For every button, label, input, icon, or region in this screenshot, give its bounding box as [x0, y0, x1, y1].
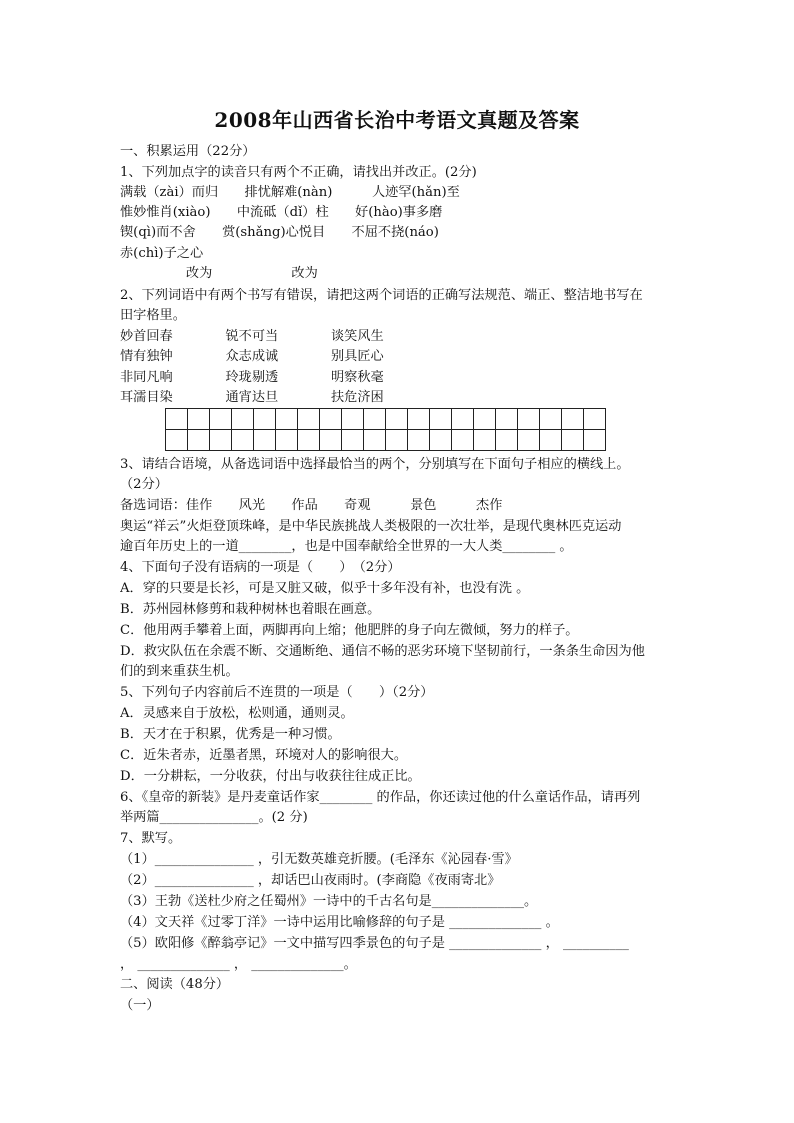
question-text: 3、请结合语境，从备选词语中选择最恰当的两个，分别填写在下面句子相应的横线上。: [120, 457, 630, 472]
option-d: 们的到来重获生机。: [120, 664, 239, 679]
subsection-heading: （一）: [120, 998, 160, 1013]
grid-cell[interactable]: [518, 409, 540, 430]
writing-grid[interactable]: [165, 408, 606, 451]
grid-cell[interactable]: [430, 409, 452, 430]
question-text: 备选词语：佳作 风光 作品 奇观 景色 杰作: [120, 498, 503, 513]
dictation-item: （1）_______________ ，引无数英雄竞折腰。(毛泽东《沁园春·雪》: [120, 852, 518, 867]
option-a: A．穿的只要是长衫，可是又脏又破，似乎十多年没有补，也没有洗 。: [120, 581, 530, 596]
grid-cell[interactable]: [166, 430, 188, 451]
grid-cell[interactable]: [364, 430, 386, 451]
question-text: 2、下列词语中有两个书写有错误，请把这两个词语的正确写法规范、端正、整洁地书写在: [120, 288, 643, 303]
question-text: 锲(qì)而不舍 赏(shǎng)心悦目 不屈不挠(náo): [120, 225, 439, 240]
option-c: C．近朱者赤，近墨者黑，环境对人的影响很大。: [120, 748, 408, 763]
question-text: 满载（zài）而归 排忧解难(nàn) 人迹罕(hǎn)至: [120, 185, 460, 200]
question-text: 举两篇_______________。(2 分): [120, 810, 308, 825]
word-row: 耳濡目染 通宵达旦 扶危济困: [120, 390, 384, 405]
grid-cell[interactable]: [188, 409, 210, 430]
grid-cell[interactable]: [210, 409, 232, 430]
grid-cell[interactable]: [386, 409, 408, 430]
grid-cell[interactable]: [210, 430, 232, 451]
grid-cell[interactable]: [320, 409, 342, 430]
page-title: 2008年山西省长治中考语文真题及答案: [214, 108, 580, 132]
option-d: D．救灾队伍在余震不断、交通断绝、通信不畅的恶劣环境下坚韧前行，一条条生命因为他: [120, 644, 645, 659]
grid-cell[interactable]: [562, 409, 584, 430]
grid-cell[interactable]: [584, 430, 606, 451]
grid-cell[interactable]: [298, 409, 320, 430]
grid-cell[interactable]: [518, 430, 540, 451]
option-b: B．天才在于积累，优秀是一种习惯。: [120, 727, 341, 742]
grid-cell[interactable]: [430, 430, 452, 451]
grid-cell[interactable]: [584, 409, 606, 430]
grid-cell[interactable]: [562, 430, 584, 451]
grid-cell[interactable]: [474, 430, 496, 451]
question-text: 4、下面句子没有语病的一项是（ ） （2分）: [120, 560, 401, 575]
option-d: D．一分耕耘，一分收获，付出与收获往往成正比。: [120, 769, 421, 784]
grid-cell[interactable]: [364, 409, 386, 430]
grid-cell[interactable]: [298, 430, 320, 451]
grid-cell[interactable]: [496, 409, 518, 430]
grid-cell[interactable]: [254, 430, 276, 451]
grid-cell[interactable]: [540, 409, 562, 430]
word-row: 非同凡响 玲珑剔透 明察秋毫: [120, 370, 384, 385]
grid-cell[interactable]: [188, 430, 210, 451]
grid-cell[interactable]: [496, 430, 518, 451]
question-text: 7、默写。: [120, 831, 182, 846]
grid-row: [166, 409, 606, 430]
word-row: 妙首回春 锐不可当 谈笑风生: [120, 329, 384, 344]
section-heading: 二、阅读（48分）: [120, 977, 230, 992]
grid-cell[interactable]: [166, 409, 188, 430]
grid-cell[interactable]: [540, 430, 562, 451]
question-text: 奥运“祥云”火炬登顶珠峰，是中华民族挑战人类极限的一次壮举，是现代奥林匹克运动: [120, 519, 622, 534]
question-text: 6、《皇帝的新装》是丹麦童话作家________ 的作品，你还读过他的什么童话作品，请再列: [120, 790, 641, 805]
dictation-item: （3）王勃《送杜少府之任蜀州》一诗中的千古名句是______________。: [120, 894, 538, 909]
option-c: C．他用两手攀着上面，两脚再向上缩；他肥胖的身子向左微倾，努力的样子。: [120, 623, 579, 638]
grid-cell[interactable]: [386, 430, 408, 451]
question-text: 惟妙惟肖(xiào) 中流砥（dǐ）柱 好(hào)事多磨: [120, 205, 443, 220]
grid-row: [166, 430, 606, 451]
question-text: 赤(chì)子之心: [120, 246, 204, 261]
grid-cell[interactable]: [232, 409, 254, 430]
grid-cell[interactable]: [452, 430, 474, 451]
grid-cell[interactable]: [408, 430, 430, 451]
grid-cell[interactable]: [232, 430, 254, 451]
grid-cell[interactable]: [254, 409, 276, 430]
question-text: 田字格里。: [120, 308, 186, 323]
question-text: （2分）: [120, 477, 168, 492]
question-text: 1、下列加点字的读音只有两个不正确，请找出并改正。(2分): [120, 165, 477, 180]
grid-cell[interactable]: [342, 430, 364, 451]
question-text: 逾百年历史上的一道________，也是中国奉献给全世界的一大人类________ 。: [120, 539, 573, 554]
grid-cell[interactable]: [474, 409, 496, 430]
grid-cell[interactable]: [342, 409, 364, 430]
grid-cell[interactable]: [276, 409, 298, 430]
dictation-item: （5）欧阳修《醉翁亭记》一文中描写四季景色的句子是 ______________ ， __________: [120, 936, 629, 951]
word-row: 情有独钟 众志成诚 别具匠心: [120, 349, 384, 364]
grid-cell[interactable]: [276, 430, 298, 451]
grid-cell[interactable]: [320, 430, 342, 451]
option-a: A．灵感来自于放松，松则通，通则灵。: [120, 706, 354, 721]
question-text: 5、下列句子内容前后不连贯的一项是（ ）（2分）: [120, 685, 434, 700]
dictation-item: ， ______________ ， ______________。: [120, 957, 357, 972]
grid-cell[interactable]: [452, 409, 474, 430]
grid-cell[interactable]: [408, 409, 430, 430]
question-text: 改为 改为: [120, 266, 318, 281]
dictation-item: （4）文天祥《过零丁洋》一诗中运用比喻修辞的句子是 ______________ 。: [120, 915, 559, 930]
dictation-item: （2）_______________ ，却话巴山夜雨时。(李商隐《夜雨寄北》: [120, 873, 501, 888]
option-b: B．苏州园林修剪和栽种树林也着眼在画意。: [120, 602, 381, 617]
section-heading: 一、积累运用（22分）: [120, 144, 256, 159]
